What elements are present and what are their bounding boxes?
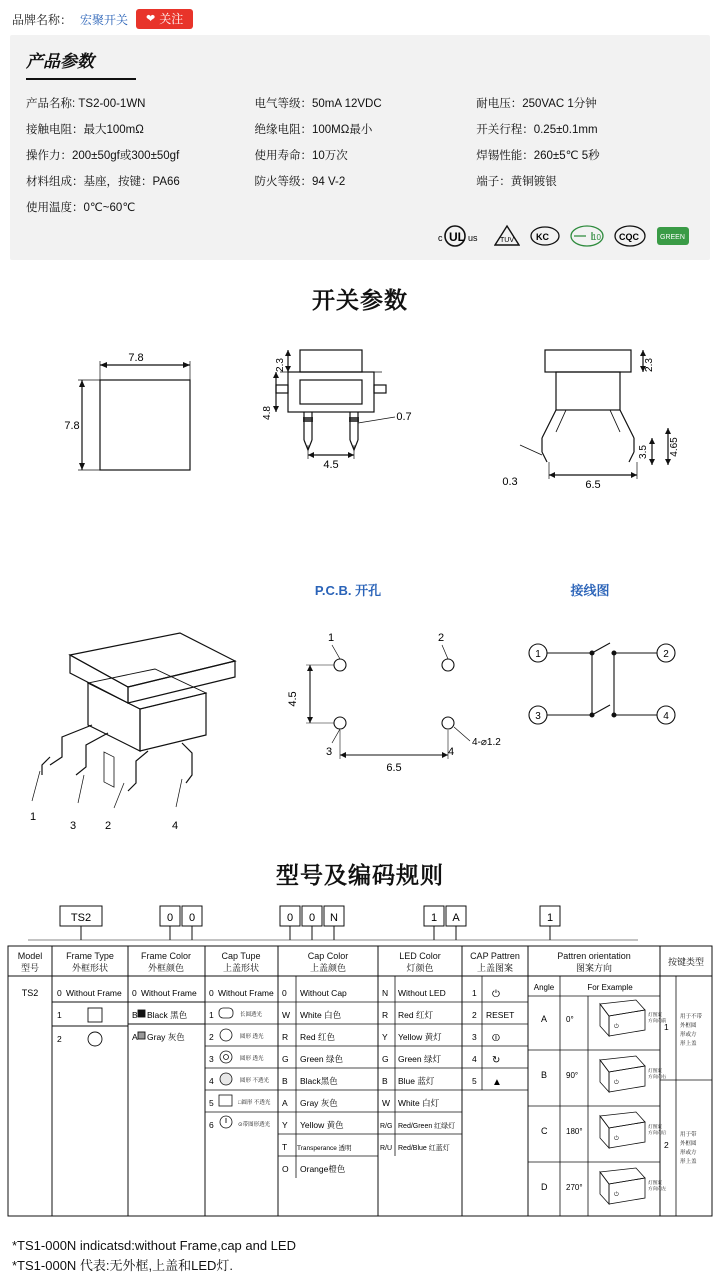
orientation-code-B: B [541, 1070, 547, 1080]
captype-note-4: 圆形 不透光 [240, 1076, 270, 1084]
orientation-note-D2: 方向向左 [648, 1185, 667, 1192]
dimension-drawings-svg [0, 325, 720, 575]
col-header-model-cn: 型号 [21, 962, 39, 973]
pcb-pin-4: 4 [448, 746, 454, 758]
col-header-cappattern-cn: 上盖图案 [477, 962, 513, 973]
spec-cell: 操作力：200±50gf或300±50gf [24, 142, 252, 168]
code-box-cap-color: 0 [309, 912, 315, 924]
spec-cell: 使用温度：0℃~60℃ [24, 194, 252, 220]
keytype-label-2-l1: 用于带 [680, 1130, 697, 1138]
spec-panel [10, 35, 710, 260]
table-row [24, 194, 696, 220]
pcb-hole-spec: 4-⌀1.2 [472, 737, 501, 748]
cappattern-icon-power: ⏻ [492, 989, 500, 1000]
capcolor-label-T: Transperance 透明 [297, 1143, 352, 1152]
heart-icon: ❤ [146, 14, 155, 25]
cappattern-icon-triangle: ▲ [492, 1077, 502, 1088]
spec-cell: 绝缘电阻：100MΩ最小 [252, 116, 474, 142]
spec-cell: 防火等级：94 V-2 [252, 168, 474, 194]
coding-rules [0, 900, 720, 1230]
ledcolor-code-R: R [382, 1010, 388, 1020]
pcb-title: P.C.B. 开孔 [315, 583, 381, 598]
spec-cell [252, 194, 474, 220]
code-box-led-color: N [330, 912, 338, 924]
col-header-orientation-cn: 图案方向 [576, 962, 612, 973]
ledcolor-label-B: Blue 蓝灯 [398, 1076, 435, 1086]
svg-text:CQC: CQC [619, 232, 640, 242]
tuv-icon [494, 224, 520, 248]
ledcolor-code-Y: Y [382, 1032, 388, 1042]
brand-bar [0, 0, 720, 35]
orientation-angle-D: 270° [566, 1183, 583, 1192]
pcb-pin-2: 2 [438, 632, 444, 644]
orientation-note-B: 灯图案 [648, 1067, 662, 1074]
capcolor-code-B: B [282, 1076, 288, 1086]
rohs-10-icon [570, 224, 604, 248]
captype-code-0: 0 [209, 988, 214, 998]
spec-table [24, 90, 696, 220]
green-leaf-icon [656, 224, 690, 248]
col-header-captype-en: Cap Tupe [221, 951, 260, 961]
col-header-ledcolor-cn: 灯颜色 [406, 962, 433, 973]
table-row [24, 168, 696, 194]
dim-side-leg: 3.5 [638, 445, 649, 459]
framecolor-code-A: A [132, 1032, 138, 1042]
dim-side-total: 4.65 [669, 437, 680, 457]
spec-cell: 端子：黄铜镀银 [474, 168, 696, 194]
captype-note-6: ⊙带图形透光 [238, 1120, 271, 1128]
ledcolor-label-W: White 白灯 [398, 1098, 440, 1108]
dim-front-body: 4.8 [262, 406, 273, 420]
dim-front-span: 4.5 [323, 459, 338, 471]
certification-logos [24, 220, 696, 248]
table-row [24, 116, 696, 142]
capcolor-label-Y: Yellow 黄色 [300, 1120, 344, 1130]
capcolor-label-G: Green 绿色 [300, 1054, 343, 1064]
orientation-code-C: C [541, 1126, 548, 1136]
footnotes [0, 1230, 720, 1275]
wiring-pin-2: 2 [663, 649, 669, 660]
cappattern-code-2: 2 [472, 1010, 477, 1020]
framecolor-code-B: B [132, 1010, 138, 1020]
capcolor-code-0: 0 [282, 988, 287, 998]
ledcolor-label-G: Green 绿灯 [398, 1054, 441, 1064]
ledcolor-label-RU: Red/Blue 红蓝灯 [398, 1143, 450, 1152]
spec-title-underline [26, 78, 136, 80]
iso-label-1: 1 [30, 811, 36, 823]
pcb-pin-3: 3 [326, 746, 332, 758]
cappattern-icon-reload: ↻ [492, 1055, 500, 1066]
svg-text:⏻: ⏻ [614, 1023, 619, 1030]
col-header-ledcolor-en: LED Color [399, 951, 441, 961]
orientation-note-C: 灯图案 [648, 1123, 662, 1130]
kc-icon [530, 224, 560, 248]
spec-cell: 使用寿命：10万次 [252, 142, 474, 168]
ledcolor-code-B: B [382, 1076, 388, 1086]
ledcolor-label-N: Without LED [398, 988, 446, 998]
lower-drawings-svg [0, 575, 720, 835]
capcolor-code-Y: Y [282, 1120, 288, 1130]
orientation-note-A2: 方向向前 [648, 1017, 667, 1024]
svg-text:GREEN: GREEN [660, 234, 685, 241]
captype-note-2: 圆形 透光 [240, 1032, 264, 1040]
spec-cell: 材料组成：基座，按键：PA66 [24, 168, 252, 194]
orientation-note-D: 灯图案 [648, 1179, 662, 1186]
captype-code-5: 5 [209, 1098, 214, 1108]
keytype-label-1-l4: 形上盖 [680, 1039, 697, 1047]
model-value: TS2 [22, 988, 39, 998]
captype-code-1: 1 [209, 1010, 214, 1020]
table-row [24, 90, 696, 116]
svg-text:⏻: ⏻ [614, 1135, 619, 1142]
orientation-note-C2: 方向向后 [648, 1129, 667, 1136]
code-box-cap-type: 0 [287, 912, 293, 924]
ledcolor-label-Y: Yellow 黄灯 [398, 1032, 442, 1042]
svg-text:us: us [468, 233, 478, 243]
code-box-frame-type: 0 [167, 912, 173, 924]
framecolor-label-0: Without Frame [141, 988, 197, 998]
spec-cell: 开关行程：0.25±0.1mm [474, 116, 696, 142]
footnote-cn: *TS1-000N 代表:无外框,上盖和LED灯. [12, 1256, 720, 1275]
keytype-label-1-l3: 形或方 [680, 1030, 697, 1038]
orientation-angle-C: 180° [566, 1127, 583, 1136]
svg-text:⏻: ⏻ [614, 1079, 619, 1086]
capcolor-code-G: G [282, 1054, 289, 1064]
follow-label: 关注 [159, 13, 183, 25]
code-box-orientation: A [452, 912, 460, 924]
code-box-frame-color: 0 [189, 912, 195, 924]
footnote-en: *TS1-000N indicatsd:without Frame,cap and LED [12, 1236, 720, 1256]
wiring-pin-4: 4 [663, 711, 669, 722]
capcolor-code-W: W [282, 1010, 290, 1020]
pcb-dim-v: 4.5 [287, 691, 299, 706]
frametype-code-2: 2 [57, 1034, 62, 1044]
dim-top-width: 7.8 [128, 352, 143, 364]
cappattern-label-2: RESET [486, 1010, 514, 1020]
svg-text:⏻: ⏻ [614, 1191, 619, 1198]
orientation-angle-A: 0° [566, 1015, 574, 1024]
framecolor-label-B: Black 黑色 [147, 1010, 188, 1020]
framecolor-code-0: 0 [132, 988, 137, 998]
svg-text:UL: UL [449, 230, 465, 244]
frametype-code-1: 1 [57, 1010, 62, 1020]
orientation-note-A: 灯图案 [648, 1011, 662, 1018]
spec-cell: 耐电压：250VAC 1分钟 [474, 90, 696, 116]
col-header-framecolor-cn: 外框颜色 [148, 962, 184, 973]
ledcolor-code-N: N [382, 988, 388, 998]
cqc-icon [614, 224, 646, 248]
spec-cell: 接触电阻：最大100mΩ [24, 116, 252, 142]
ledcolor-code-RU: R/U [380, 1145, 392, 1152]
col-header-cappattern-en: CAP Pattren [470, 951, 520, 961]
ul-cul-us-icon [438, 224, 484, 248]
orientation-sub-angle: Angle [534, 983, 555, 992]
follow-button[interactable] [136, 9, 193, 29]
orientation-note-B2: 方向向右 [648, 1073, 667, 1080]
orientation-sub-example: For Example [587, 983, 633, 992]
capcolor-label-R: Red 红色 [300, 1032, 335, 1042]
cappattern-code-5: 5 [472, 1076, 477, 1086]
keytype-label-1-l1: 用于不带 [680, 1012, 703, 1020]
col-header-framecolor-en: Frame Color [141, 951, 191, 961]
col-header-capcolor-en: Cap Color [308, 951, 349, 961]
col-header-frametype-cn: 外框形状 [72, 962, 108, 973]
ledcolor-code-RG: R/G [380, 1123, 392, 1130]
capcolor-code-R: R [282, 1032, 288, 1042]
cappattern-code-4: 4 [472, 1054, 477, 1064]
coding-rules-svg [0, 900, 720, 1230]
frametype-label-0: Without Frame [66, 988, 122, 998]
captype-code-3: 3 [209, 1054, 214, 1064]
keytype-label-1-l2: 外框圆 [680, 1021, 697, 1029]
col-header-keytype-cn: 按键类型 [668, 956, 704, 967]
capcolor-label-B: Black黑色 [300, 1076, 338, 1086]
svg-text:KC: KC [536, 232, 549, 242]
cappattern-code-1: 1 [472, 988, 477, 998]
switch-params-title: 开关参数 [0, 282, 720, 315]
lower-drawings [0, 575, 720, 835]
keytype-label-2-l3: 形或方 [680, 1148, 697, 1156]
captype-note-1: 长圆透光 [240, 1010, 263, 1018]
ledcolor-label-RG: Red/Green 红绿灯 [398, 1121, 455, 1130]
ledcolor-code-W: W [382, 1098, 390, 1108]
col-header-captype-cn: 上盖形状 [223, 962, 259, 973]
coding-title: 型号及编码规则 [0, 857, 720, 890]
iso-label-2: 2 [105, 820, 111, 832]
pcb-dim-h: 6.5 [386, 762, 401, 774]
dim-top-height: 7.8 [64, 420, 79, 432]
brand-name[interactable]: 宏聚开关 [80, 11, 128, 28]
keytype-label-2-l2: 外框圆 [680, 1139, 697, 1147]
captype-label-0: Without Frame [218, 988, 274, 998]
capcolor-label-O: Orange橙色 [300, 1164, 346, 1174]
spec-cell: 电气等级：50mA 12VDC [252, 90, 474, 116]
spec-cell: 产品名称: TS2-00-1WN [24, 90, 252, 116]
table-row [24, 142, 696, 168]
iso-label-3: 3 [70, 820, 76, 832]
brand-label: 品牌名称： [12, 11, 72, 28]
code-box-model: TS2 [71, 912, 91, 924]
code-box-key-type: 1 [547, 912, 553, 924]
capcolor-label-A: Gray 灰色 [300, 1098, 338, 1108]
orientation-code-A: A [541, 1014, 547, 1024]
frametype-code-0: 0 [57, 988, 62, 998]
spec-cell [474, 194, 696, 220]
pcb-pin-1: 1 [328, 632, 334, 644]
dimension-drawings [0, 325, 720, 575]
dim-side-gap: 0.3 [502, 476, 517, 488]
cappattern-code-3: 3 [472, 1032, 477, 1042]
captype-note-5: □圆形 不透光 [238, 1098, 271, 1106]
code-box-cap-pattern: 1 [431, 912, 437, 924]
captype-code-4: 4 [209, 1076, 214, 1086]
dim-side-cap: 2.3 [644, 358, 655, 372]
cappattern-icon-standby: ⏼ [492, 1033, 500, 1044]
col-header-model-en: Model [18, 951, 43, 961]
captype-code-2: 2 [209, 1032, 214, 1042]
ledcolor-code-G: G [382, 1054, 389, 1064]
svg-text:c: c [438, 233, 443, 243]
spec-cell: 焊锡性能：260±5℃ 5秒 [474, 142, 696, 168]
dim-side-span: 6.5 [585, 479, 600, 491]
capcolor-code-O: O [282, 1164, 289, 1174]
svg-text:TUV: TUV [500, 237, 514, 244]
keytype-label-2-l4: 形上盖 [680, 1157, 697, 1165]
capcolor-label-0: Without Cap [300, 988, 347, 998]
dim-pin-width: 0.7 [396, 411, 411, 423]
spec-title: 产品参数 [24, 45, 696, 78]
svg-text:10: 10 [592, 233, 601, 242]
captype-code-6: 6 [209, 1120, 214, 1130]
dim-front-cap: 2.3 [275, 358, 286, 372]
framecolor-label-A: Gray 灰色 [147, 1032, 185, 1042]
iso-label-4: 4 [172, 820, 178, 832]
col-header-capcolor-cn: 上盖颜色 [310, 962, 346, 973]
keytype-code-2: 2 [664, 1140, 669, 1150]
orientation-angle-B: 90° [566, 1071, 578, 1080]
orientation-code-D: D [541, 1182, 548, 1192]
capcolor-code-A: A [282, 1098, 288, 1108]
col-header-frametype-en: Frame Type [66, 951, 114, 961]
keytype-code-1: 1 [664, 1022, 669, 1032]
ledcolor-label-R: Red 红灯 [398, 1010, 433, 1020]
wiring-pin-3: 3 [535, 711, 541, 722]
wiring-pin-1: 1 [535, 649, 541, 660]
capcolor-label-W: White 白色 [300, 1010, 342, 1020]
col-header-orientation-en: Pattren orientation [557, 951, 631, 961]
captype-note-3: 圆形 透光 [240, 1054, 264, 1062]
wiring-title: 接线图 [569, 583, 609, 598]
capcolor-code-T: T [282, 1142, 287, 1152]
